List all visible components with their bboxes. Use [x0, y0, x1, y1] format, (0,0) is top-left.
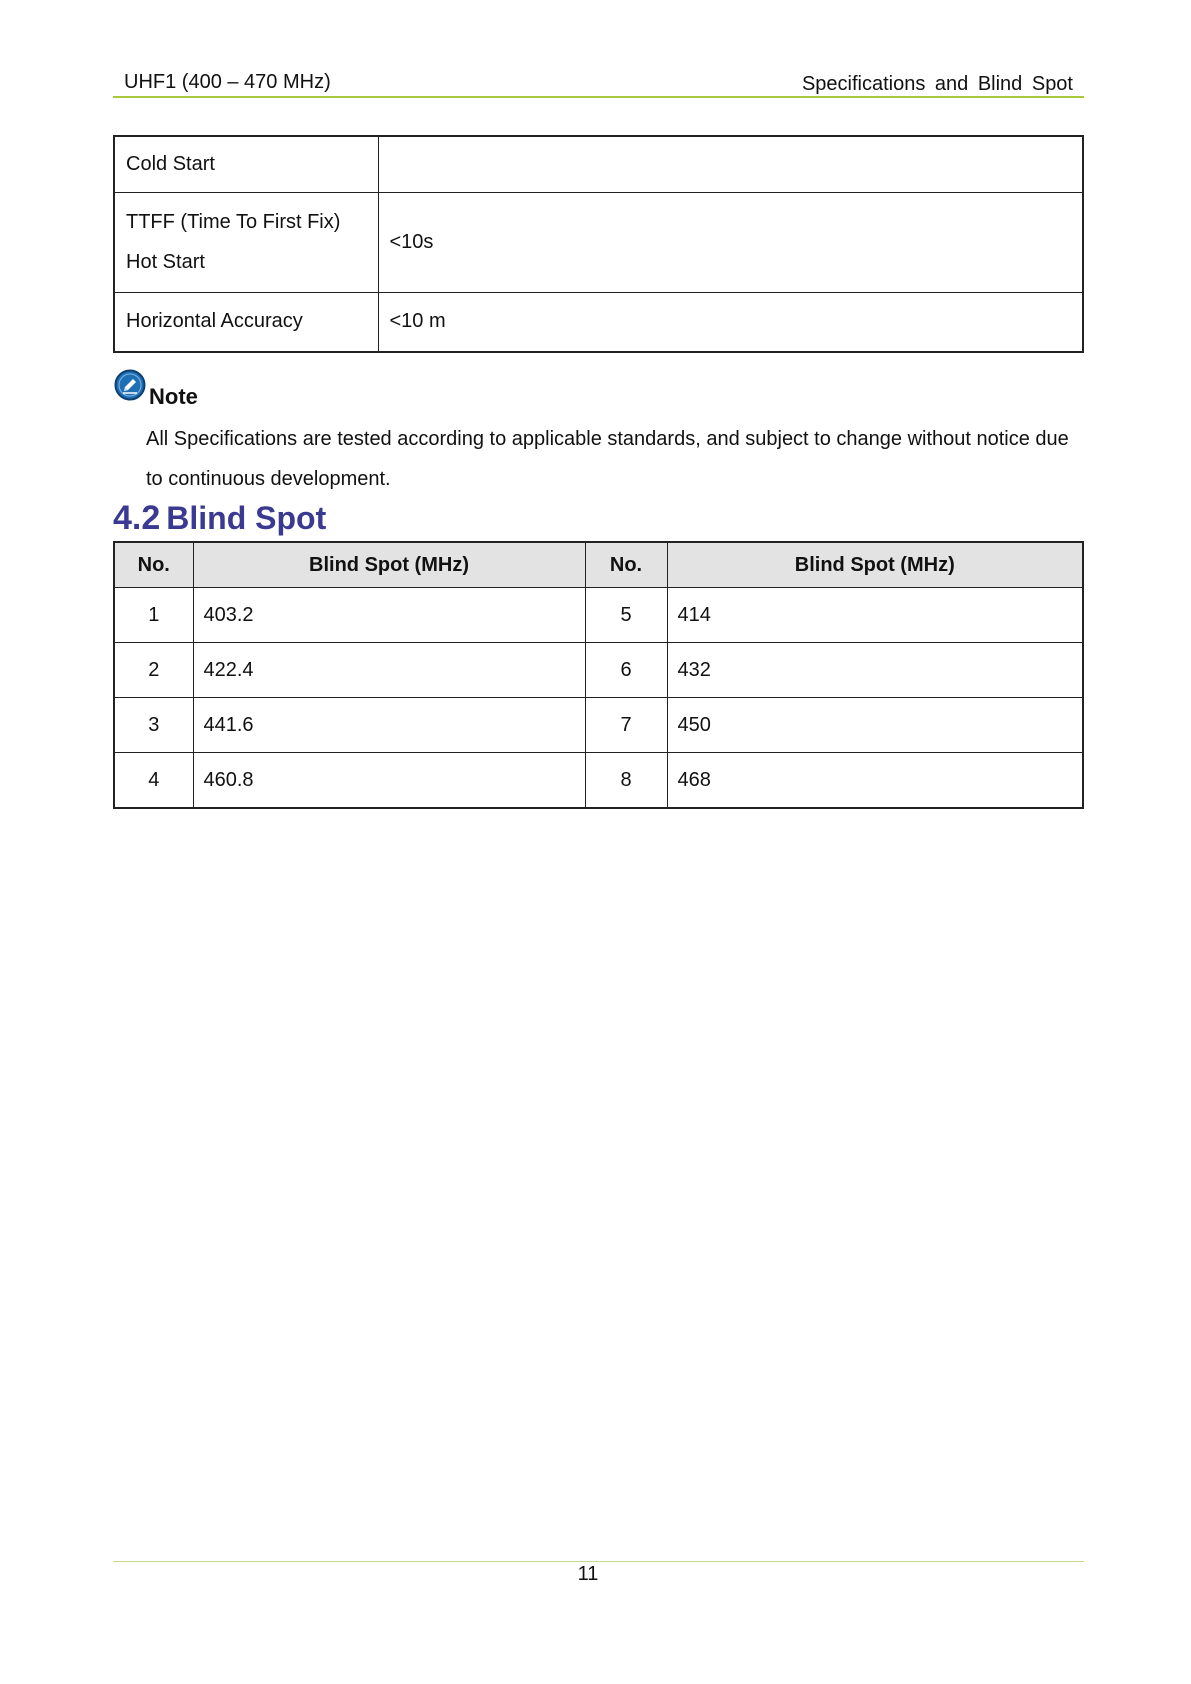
spec-value: [378, 136, 1083, 192]
footer-divider: [113, 1561, 1084, 1562]
spec-label: Cold Start: [114, 136, 378, 192]
blind-spot-value: 450: [667, 698, 1083, 753]
row-number: 6: [585, 643, 667, 698]
blind-spot-value: 441.6: [193, 698, 585, 753]
column-header: No.: [114, 542, 193, 588]
blind-spot-value: 468: [667, 753, 1083, 809]
note-text: All Specifications are tested according to applicable standards, and subject to change without notice due to continuous development.: [146, 428, 1069, 490]
spec-table: [113, 135, 1084, 353]
table-row: [114, 698, 1083, 753]
table-row: [114, 136, 1083, 192]
spec-label: Horizontal Accuracy: [114, 292, 378, 352]
table-row: [114, 643, 1083, 698]
table-row: [114, 192, 1083, 292]
page-header: [113, 66, 1084, 98]
blind-spot-value: 403.2: [193, 588, 585, 643]
section-number: 4.2: [113, 499, 161, 537]
spec-label: TTFF (Time To First Fix) Hot Start: [114, 192, 378, 292]
spec-value: <10 m: [378, 292, 1083, 352]
note-title: Note: [149, 384, 198, 409]
section-heading: [113, 499, 326, 538]
table-header-row: [114, 542, 1083, 588]
table-row: [114, 292, 1083, 352]
row-number: 8: [585, 753, 667, 809]
spec-value: <10s: [378, 192, 1083, 292]
row-number: 2: [114, 643, 193, 698]
blind-spot-table: [113, 541, 1084, 809]
row-number: 1: [114, 588, 193, 643]
blind-spot-value: 414: [667, 588, 1083, 643]
section-title: Blind Spot: [166, 500, 327, 536]
page-number: 11: [577, 1563, 599, 1585]
column-header: No.: [585, 542, 667, 588]
row-number: 7: [585, 698, 667, 753]
pencil-note-icon: [114, 369, 146, 401]
header-product: UHF1 (400 – 470 MHz): [124, 71, 331, 93]
table-row: [114, 588, 1083, 643]
blind-spot-value: 460.8: [193, 753, 585, 809]
column-header: Blind Spot (MHz): [667, 542, 1083, 588]
column-header: Blind Spot (MHz): [193, 542, 585, 588]
blind-spot-value: 432: [667, 643, 1083, 698]
row-number: 5: [585, 588, 667, 643]
row-number: 3: [114, 698, 193, 753]
header-chapter: Specifications and Blind Spot: [801, 73, 1073, 95]
blind-spot-value: 422.4: [193, 643, 585, 698]
row-number: 4: [114, 753, 193, 809]
table-row: [114, 753, 1083, 809]
